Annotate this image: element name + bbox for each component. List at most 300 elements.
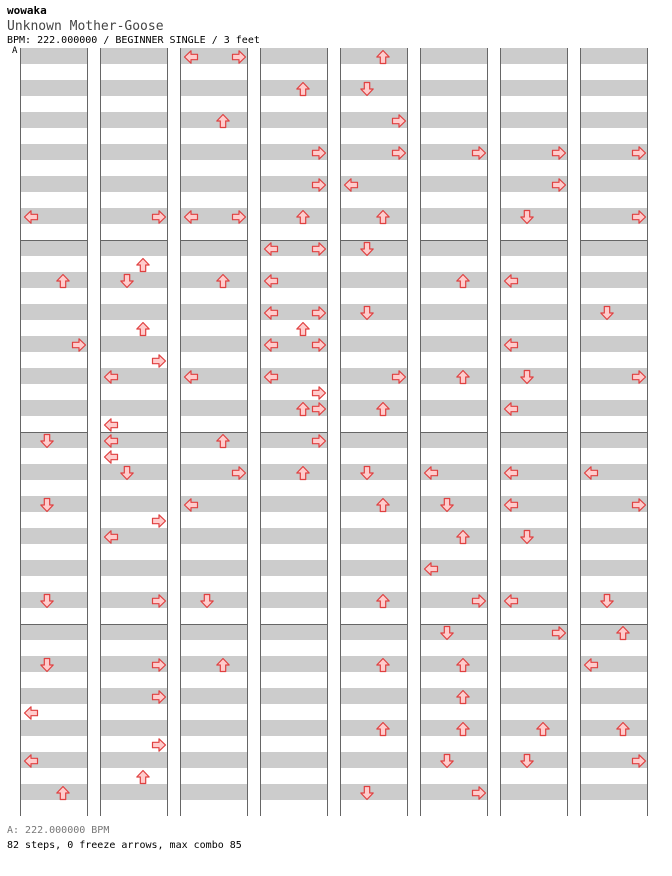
beat-band: [181, 320, 247, 336]
beat-band: [21, 176, 87, 192]
beat-band: [421, 512, 487, 528]
beat-band: [341, 400, 407, 416]
up-arrow-icon: [215, 273, 231, 289]
beat-band: [181, 416, 247, 432]
beat-band: [421, 544, 487, 560]
beat-band: [181, 656, 247, 672]
up-arrow-icon: [375, 209, 391, 225]
beat-band: [501, 704, 567, 720]
beat-band: [581, 272, 647, 288]
left-arrow-icon: [583, 657, 599, 673]
beat-band: [421, 176, 487, 192]
beat-band: [581, 224, 647, 240]
beat-band: [341, 272, 407, 288]
beat-band: [21, 624, 87, 640]
beat-band: [101, 128, 167, 144]
beat-band: [181, 448, 247, 464]
beat-band: [21, 640, 87, 656]
down-arrow-icon: [39, 593, 55, 609]
beat-band: [581, 64, 647, 80]
left-arrow-icon: [503, 593, 519, 609]
down-arrow-icon: [39, 657, 55, 673]
right-arrow-icon: [631, 753, 647, 769]
beat-band: [21, 688, 87, 704]
beat-band: [581, 720, 647, 736]
beat-band: [421, 736, 487, 752]
beat-band: [181, 720, 247, 736]
up-arrow-icon: [375, 593, 391, 609]
left-arrow-icon: [103, 529, 119, 545]
beat-band: [101, 224, 167, 240]
beat-band: [101, 336, 167, 352]
beat-band: [181, 512, 247, 528]
beat-band: [181, 432, 247, 448]
beat-band: [581, 80, 647, 96]
beat-band: [341, 544, 407, 560]
down-arrow-icon: [39, 433, 55, 449]
up-arrow-icon: [455, 369, 471, 385]
beat-band: [501, 480, 567, 496]
beat-band: [181, 544, 247, 560]
beat-band: [341, 704, 407, 720]
up-arrow-icon: [55, 785, 71, 801]
beat-band: [581, 416, 647, 432]
beat-band: [261, 224, 327, 240]
up-arrow-icon: [135, 257, 151, 273]
beat-band: [581, 784, 647, 800]
beat-band: [261, 528, 327, 544]
beat-band: [21, 304, 87, 320]
beat-band: [581, 128, 647, 144]
beat-band: [101, 240, 167, 256]
measure-line: [420, 432, 488, 433]
beat-band: [181, 752, 247, 768]
beat-band: [341, 512, 407, 528]
measure-line: [340, 432, 408, 433]
beat-band: [341, 448, 407, 464]
left-arrow-icon: [23, 209, 39, 225]
beat-band: [501, 688, 567, 704]
beat-band: [21, 800, 87, 816]
beat-band: [501, 800, 567, 816]
beat-band: [101, 672, 167, 688]
measure-line: [580, 624, 648, 625]
beat-band: [261, 512, 327, 528]
beat-band: [101, 640, 167, 656]
beat-band: [341, 688, 407, 704]
beat-band: [101, 800, 167, 816]
beat-band: [421, 160, 487, 176]
beat-band: [421, 688, 487, 704]
beat-band: [101, 384, 167, 400]
right-arrow-icon: [631, 497, 647, 513]
down-arrow-icon: [519, 753, 535, 769]
beat-band: [101, 768, 167, 784]
up-arrow-icon: [295, 401, 311, 417]
beat-band: [21, 128, 87, 144]
up-arrow-icon: [215, 433, 231, 449]
right-arrow-icon: [471, 145, 487, 161]
beat-band: [421, 192, 487, 208]
left-arrow-icon: [103, 449, 119, 465]
right-arrow-icon: [311, 145, 327, 161]
measure-line: [580, 240, 648, 241]
beat-band: [181, 560, 247, 576]
song-title: Unknown Mother-Goose: [7, 19, 164, 34]
beat-band: [21, 368, 87, 384]
beat-band: [341, 560, 407, 576]
left-arrow-icon: [503, 465, 519, 481]
beat-band: [421, 400, 487, 416]
beat-band: [341, 432, 407, 448]
right-arrow-icon: [391, 145, 407, 161]
beat-band: [181, 704, 247, 720]
beat-band: [501, 512, 567, 528]
beat-band: [21, 736, 87, 752]
right-arrow-icon: [151, 353, 167, 369]
beat-band: [21, 448, 87, 464]
down-arrow-icon: [519, 209, 535, 225]
beat-band: [341, 192, 407, 208]
measure-line: [20, 240, 88, 241]
down-arrow-icon: [359, 241, 375, 257]
beat-band: [181, 256, 247, 272]
beat-band: [501, 672, 567, 688]
beat-band: [581, 544, 647, 560]
beat-band: [501, 608, 567, 624]
beat-band: [21, 400, 87, 416]
beat-band: [341, 592, 407, 608]
up-arrow-icon: [215, 657, 231, 673]
beat-band: [341, 320, 407, 336]
left-arrow-icon: [583, 465, 599, 481]
right-arrow-icon: [631, 369, 647, 385]
beat-band: [261, 672, 327, 688]
beat-band: [421, 80, 487, 96]
beat-band: [181, 160, 247, 176]
right-arrow-icon: [311, 241, 327, 257]
beat-band: [181, 128, 247, 144]
beat-band: [261, 560, 327, 576]
beat-band: [341, 160, 407, 176]
left-arrow-icon: [503, 401, 519, 417]
down-arrow-icon: [359, 785, 375, 801]
beat-band: [501, 320, 567, 336]
measure-line: [340, 624, 408, 625]
beat-band: [341, 528, 407, 544]
right-arrow-icon: [231, 209, 247, 225]
beat-band: [581, 800, 647, 816]
beat-band: [261, 160, 327, 176]
chart-meta: BPM: 222.000000 / BEGINNER SINGLE / 3 feet: [7, 35, 260, 46]
beat-band: [421, 432, 487, 448]
left-arrow-icon: [263, 305, 279, 321]
up-arrow-icon: [375, 49, 391, 65]
beat-band: [101, 176, 167, 192]
beat-band: [581, 576, 647, 592]
left-arrow-icon: [183, 49, 199, 65]
down-arrow-icon: [39, 497, 55, 513]
beat-band: [501, 48, 567, 64]
right-arrow-icon: [151, 513, 167, 529]
beat-band: [501, 80, 567, 96]
beat-band: [421, 112, 487, 128]
beat-band: [21, 96, 87, 112]
beat-band: [181, 112, 247, 128]
up-arrow-icon: [455, 273, 471, 289]
left-arrow-icon: [103, 369, 119, 385]
chart-column-3: [180, 48, 248, 816]
beat-band: [21, 576, 87, 592]
beat-band: [101, 144, 167, 160]
right-arrow-icon: [151, 209, 167, 225]
beat-band: [21, 272, 87, 288]
up-arrow-icon: [295, 465, 311, 481]
beat-band: [261, 112, 327, 128]
beat-band: [261, 752, 327, 768]
measure-line: [500, 432, 568, 433]
beat-band: [421, 128, 487, 144]
beat-band: [581, 240, 647, 256]
left-arrow-icon: [263, 369, 279, 385]
beat-band: [21, 720, 87, 736]
beat-band: [21, 240, 87, 256]
beat-band: [21, 464, 87, 480]
beat-band: [501, 544, 567, 560]
beat-band: [581, 688, 647, 704]
beat-band: [581, 256, 647, 272]
beat-band: [341, 352, 407, 368]
right-arrow-icon: [311, 305, 327, 321]
beat-band: [181, 480, 247, 496]
beat-band: [341, 384, 407, 400]
beat-band: [421, 368, 487, 384]
beat-band: [421, 288, 487, 304]
beat-band: [421, 640, 487, 656]
beat-band: [421, 272, 487, 288]
beat-band: [261, 592, 327, 608]
beat-band: [101, 752, 167, 768]
beat-band: [181, 80, 247, 96]
beat-band: [581, 528, 647, 544]
beat-band: [421, 672, 487, 688]
left-arrow-icon: [103, 433, 119, 449]
right-arrow-icon: [551, 145, 567, 161]
up-arrow-icon: [535, 721, 551, 737]
beat-band: [261, 656, 327, 672]
chart-column-7: [500, 48, 568, 816]
beat-band: [421, 48, 487, 64]
beat-band: [21, 416, 87, 432]
right-arrow-icon: [231, 49, 247, 65]
beat-band: [181, 144, 247, 160]
song-artist: wowaka: [7, 4, 47, 17]
beat-band: [421, 96, 487, 112]
beat-band: [181, 800, 247, 816]
left-arrow-icon: [263, 241, 279, 257]
left-arrow-icon: [423, 465, 439, 481]
beat-band: [101, 704, 167, 720]
beat-band: [21, 64, 87, 80]
left-arrow-icon: [183, 497, 199, 513]
beat-band: [101, 320, 167, 336]
beat-band: [261, 720, 327, 736]
down-arrow-icon: [439, 753, 455, 769]
beat-band: [421, 336, 487, 352]
beat-band: [421, 240, 487, 256]
down-arrow-icon: [439, 625, 455, 641]
beat-band: [101, 544, 167, 560]
down-arrow-icon: [359, 465, 375, 481]
beat-band: [181, 64, 247, 80]
beat-band: [21, 80, 87, 96]
beat-band: [101, 560, 167, 576]
beat-band: [181, 336, 247, 352]
beat-band: [101, 624, 167, 640]
measure-line: [100, 240, 168, 241]
beat-band: [501, 256, 567, 272]
beat-band: [21, 384, 87, 400]
beat-band: [581, 96, 647, 112]
left-arrow-icon: [23, 753, 39, 769]
beat-band: [261, 288, 327, 304]
beat-band: [181, 784, 247, 800]
beat-band: [181, 688, 247, 704]
beat-band: [181, 624, 247, 640]
beat-band: [581, 48, 647, 64]
beat-band: [341, 496, 407, 512]
beat-band: [21, 288, 87, 304]
measure-line: [180, 240, 248, 241]
right-arrow-icon: [151, 689, 167, 705]
beat-band: [21, 480, 87, 496]
beat-band: [501, 560, 567, 576]
beat-band: [101, 48, 167, 64]
beat-band: [421, 448, 487, 464]
right-arrow-icon: [551, 177, 567, 193]
beat-band: [341, 656, 407, 672]
measure-line: [260, 624, 328, 625]
up-arrow-icon: [375, 657, 391, 673]
beat-band: [101, 608, 167, 624]
beat-band: [21, 160, 87, 176]
beat-band: [261, 544, 327, 560]
beat-band: [501, 736, 567, 752]
beat-band: [341, 800, 407, 816]
beat-band: [181, 672, 247, 688]
down-arrow-icon: [439, 497, 455, 513]
chart-stats: 82 steps, 0 freeze arrows, max combo 85: [7, 840, 242, 851]
beat-band: [341, 608, 407, 624]
right-arrow-icon: [311, 401, 327, 417]
down-arrow-icon: [599, 305, 615, 321]
right-arrow-icon: [311, 385, 327, 401]
beat-band: [261, 448, 327, 464]
up-arrow-icon: [615, 721, 631, 737]
right-arrow-icon: [311, 337, 327, 353]
beat-band: [101, 576, 167, 592]
beat-band: [181, 736, 247, 752]
beat-band: [421, 608, 487, 624]
beat-band: [261, 128, 327, 144]
beat-band: [501, 160, 567, 176]
up-arrow-icon: [455, 689, 471, 705]
beat-band: [21, 608, 87, 624]
left-arrow-icon: [343, 177, 359, 193]
right-arrow-icon: [471, 593, 487, 609]
measure-line: [580, 432, 648, 433]
beat-band: [261, 496, 327, 512]
down-arrow-icon: [199, 593, 215, 609]
beat-band: [181, 768, 247, 784]
beat-band: [261, 480, 327, 496]
beat-band: [261, 48, 327, 64]
right-arrow-icon: [151, 593, 167, 609]
beat-band: [501, 416, 567, 432]
right-arrow-icon: [471, 785, 487, 801]
beat-band: [341, 224, 407, 240]
beat-band: [261, 784, 327, 800]
right-arrow-icon: [391, 113, 407, 129]
beat-band: [21, 320, 87, 336]
chart-column-2: [100, 48, 168, 816]
beat-band: [581, 352, 647, 368]
beat-band: [421, 64, 487, 80]
beat-band: [21, 672, 87, 688]
down-arrow-icon: [519, 529, 535, 545]
measure-line: [420, 240, 488, 241]
beat-band: [341, 64, 407, 80]
beat-band: [501, 240, 567, 256]
beat-band: [581, 336, 647, 352]
beat-band: [581, 480, 647, 496]
left-arrow-icon: [503, 337, 519, 353]
left-arrow-icon: [503, 497, 519, 513]
beat-band: [181, 384, 247, 400]
beat-band: [21, 48, 87, 64]
right-arrow-icon: [231, 465, 247, 481]
beat-band: [261, 768, 327, 784]
beat-band: [21, 256, 87, 272]
beat-band: [101, 96, 167, 112]
left-arrow-icon: [103, 417, 119, 433]
beat-band: [181, 224, 247, 240]
beat-band: [341, 672, 407, 688]
beat-band: [581, 400, 647, 416]
beat-band: [581, 320, 647, 336]
beat-band: [261, 624, 327, 640]
down-arrow-icon: [359, 81, 375, 97]
beat-band: [501, 64, 567, 80]
beat-band: [261, 576, 327, 592]
beat-band: [421, 320, 487, 336]
up-arrow-icon: [55, 273, 71, 289]
chart-column-6: [420, 48, 488, 816]
beat-band: [261, 800, 327, 816]
beat-band: [261, 608, 327, 624]
beat-band: [181, 240, 247, 256]
beat-band: [101, 496, 167, 512]
beat-band: [21, 560, 87, 576]
measure-line: [20, 624, 88, 625]
beat-band: [501, 784, 567, 800]
beat-band: [181, 400, 247, 416]
down-arrow-icon: [599, 593, 615, 609]
beat-band: [21, 544, 87, 560]
right-arrow-icon: [551, 625, 567, 641]
right-arrow-icon: [631, 209, 647, 225]
down-arrow-icon: [359, 305, 375, 321]
